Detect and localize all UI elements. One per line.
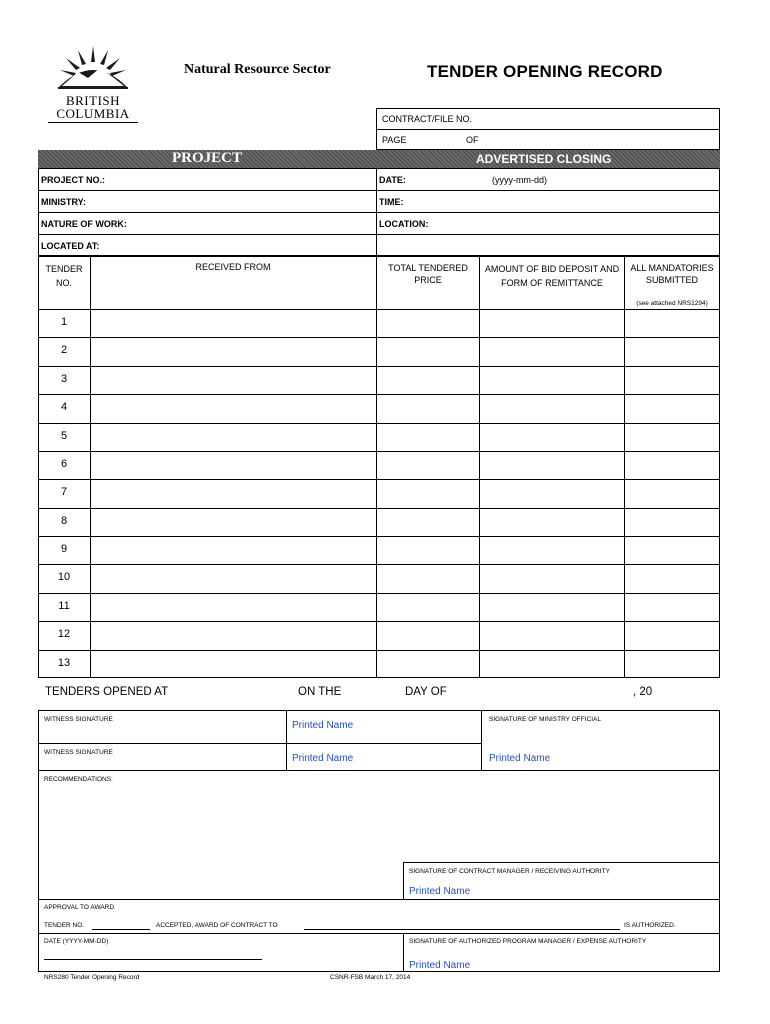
contract-file-label: CONTRACT/FILE NO. [382,114,473,124]
col-header-bid-deposit: AMOUNT OF BID DEPOSIT AND FORM OF REMITTANCE [484,264,620,288]
tender-row-number: 2 [60,344,68,357]
tender-row-number: 7 [60,486,68,499]
logo-text-columbia: COLUMBIA [48,106,138,123]
tender-row-number: 6 [60,457,68,470]
table-row-divider [38,536,720,537]
tender-no-blank[interactable] [92,929,150,930]
table-row-divider [38,564,720,565]
program-manager-signature-label: SIGNATURE OF AUTHORIZED PROGRAM MANAGER / EXPENSE AUTHORITY [409,938,647,945]
printed-name-contract-manager[interactable]: Printed Name [409,886,471,897]
ministry-official-signature-label: SIGNATURE OF MINISTRY OFFICIAL [489,716,601,723]
tender-row-number: 8 [60,514,68,527]
approval-to-award-label: APPROVAL TO AWARD [44,904,115,911]
form-revision: CSNR-FSB March 17, 2014 [330,974,411,981]
col-header-received-from: RECEIVED FROM [195,262,271,272]
day-of-label: DAY OF [405,686,447,698]
org-name: Natural Resource Sector [184,62,331,77]
year-label: , 20 [633,686,653,698]
tender-row-number: 12 [57,628,71,641]
printed-name-2[interactable]: Printed Name [292,753,354,764]
tender-row-number: 5 [60,429,68,442]
page-label: PAGE [382,135,407,145]
tender-row-number: 13 [57,656,71,669]
printed-name-program-manager[interactable]: Printed Name [409,960,471,971]
col-header-tender-no: TENDER NO. [45,264,83,288]
ministry-label: MINISTRY: [41,197,86,207]
printed-name-ministry-official[interactable]: Printed Name [489,753,551,764]
located-at-label: LOCATED AT: [41,241,100,251]
bc-logo [48,42,138,121]
table-row-divider [38,508,720,509]
tender-table [38,256,720,678]
tender-row-number: 9 [60,543,68,556]
tender-row-number: 4 [60,401,68,414]
printed-name-1[interactable]: Printed Name [292,720,354,731]
witness-signature-2-label: WITNESS SIGNATURE [44,749,113,756]
mandatories-note: (see attached NRS1294) [636,300,708,307]
form-id: NRS280 Tender Opening Record [44,974,140,981]
sun-mountain-logo-icon [48,42,138,90]
table-row-divider [38,650,720,651]
date-format: (yyyy-mm-dd) [492,175,547,185]
tender-row-number: 3 [60,372,68,385]
table-row-divider [38,423,720,424]
advertised-closing-heading: ADVERTISED CLOSING [476,152,612,166]
tender-no-award-label: TENDER NO. [44,922,85,929]
col-header-total-price: TOTAL TENDERED PRICE [388,263,468,285]
tenders-opened-at-label: TENDERS OPENED AT [45,686,169,698]
table-row-divider [38,394,720,395]
table-row-divider [38,593,720,594]
table-row-divider [38,621,720,622]
table-row-divider [38,337,720,338]
time-label: TIME: [379,197,404,207]
nature-of-work-label: NATURE OF WORK: [41,219,127,229]
page-title: TENDER OPENING RECORD [427,62,663,81]
table-row-divider [38,479,720,480]
date-yyyy-label: DATE (YYYY-MM-DD) [44,938,109,945]
contractor-blank[interactable] [304,929,620,930]
witness-signature-1-label: WITNESS SIGNATURE [44,716,113,723]
accepted-award-label: ACCEPTED, AWARD OF CONTRACT TO [156,922,278,929]
date-blank[interactable] [44,959,262,960]
is-authorized-label: IS AUTHORIZED. [624,922,676,929]
project-heading: PROJECT [172,150,243,166]
of-label: OF [466,135,479,145]
col-header-mandatories: ALL MANDATORIES SUBMITTED [630,263,714,285]
on-the-label: ON THE [298,686,342,698]
tender-row-number: 10 [57,571,71,584]
location-label: LOCATION: [379,219,429,229]
tender-row-number: 1 [60,316,68,328]
project-no-label: PROJECT NO.: [41,175,106,185]
recommendations-label: RECOMMENDATIONS: [44,776,113,783]
logo-text-british: BRITISH [65,93,121,108]
date-label: DATE: [379,175,406,185]
section-header-bar [38,150,720,168]
tender-row-number: 11 [58,599,70,612]
contract-manager-signature-label: SIGNATURE OF CONTRACT MANAGER / RECEIVING AUTHORITY [409,868,610,875]
table-row-divider [38,451,720,452]
table-row-divider [38,366,720,367]
